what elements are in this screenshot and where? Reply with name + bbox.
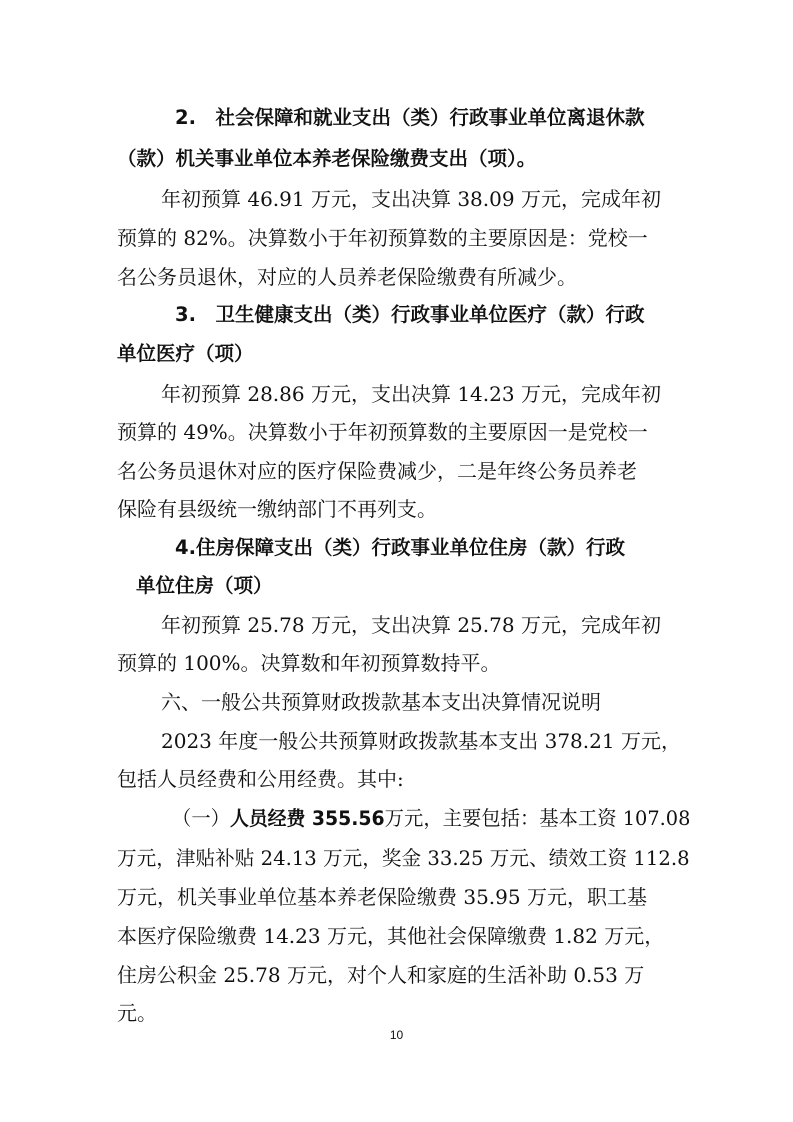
section-4-para-line-2: 预算的 100%。决算数和年初预算数持平。 [117,651,501,675]
section-6-title: 六、一般公共预算财政拨款基本支出决算情况说明 [161,690,601,714]
section-4-para-line-1: 年初预算 25.78 万元，支出决算 25.78 万元，完成年初 [161,613,661,637]
personnel-cost-bold: 人员经费 355.56 [229,807,385,830]
personnel-cost-rest: 万元，主要包括：基本工资 107.08 [384,806,691,830]
personnel-detail-line-1: 万元，津贴补贴 24.13 万元，奖金 33.25 万元、绩效工资 112.8 [117,846,690,870]
section-2-para-line-1: 年初预算 46.91 万元，支出决算 38.09 万元，完成年初 [161,187,661,211]
section-3-para-line-3: 名公务员退休对应的医疗保险费减少，二是年终公务员养老 [117,459,637,483]
personnel-cost-line [172,806,690,831]
page-number: 10 [389,1028,404,1042]
section-2-para-line-3: 名公务员退休，对应的人员养老保险缴费有所减少。 [117,265,577,289]
section-3-heading-line-2: 单位医疗（项） [117,342,254,365]
section-3-para-line-4: 保险有县级统一缴纳部门不再列支。 [117,497,437,521]
personnel-detail-line-4: 住房公积金 25.78 万元，对个人和家庭的生活补助 0.53 万 [117,963,645,987]
item-prefix: （一） [172,806,230,830]
personnel-detail-line-5: 元。 [117,1001,157,1025]
section-4-heading-line-2: 单位住房（项） [136,574,273,597]
personnel-detail-line-2: 万元，机关事业单位基本养老保险缴费 35.95 万元，职工基 [117,885,647,909]
section-3-para-line-2: 预算的 49%。决算数小于年初预算数的主要原因一是党校一 [117,420,648,444]
section-2-heading-line-2: （款）机关事业单位本养老保险缴费支出（项）。 [117,147,537,170]
section-2-para-line-2: 预算的 82%。决算数小于年初预算数的主要原因是：党校一 [117,226,648,250]
section-3-para-line-1: 年初预算 28.86 万元，支出决算 14.23 万元，完成年初 [161,382,661,406]
section-6-para-line-1: 2023 年度一般公共预算财政拨款基本支出 378.21 万元， [161,729,681,753]
section-2-heading-line-1: 2. 社会保障和就业支出（类）行政事业单位离退休款 [175,106,645,129]
section-3-heading-line-1: 3. 卫生健康支出（类）行政事业单位医疗（款）行政 [175,303,645,326]
personnel-detail-line-3: 本医疗保险缴费 14.23 万元，其他社会保障缴费 1.82 万元， [117,924,665,948]
section-6-para-line-2: 包括人员经费和公用经费。其中: [117,767,404,791]
section-4-heading-line-1: 4.住房保障支出（类）行政事业单位住房（款）行政 [175,536,625,559]
